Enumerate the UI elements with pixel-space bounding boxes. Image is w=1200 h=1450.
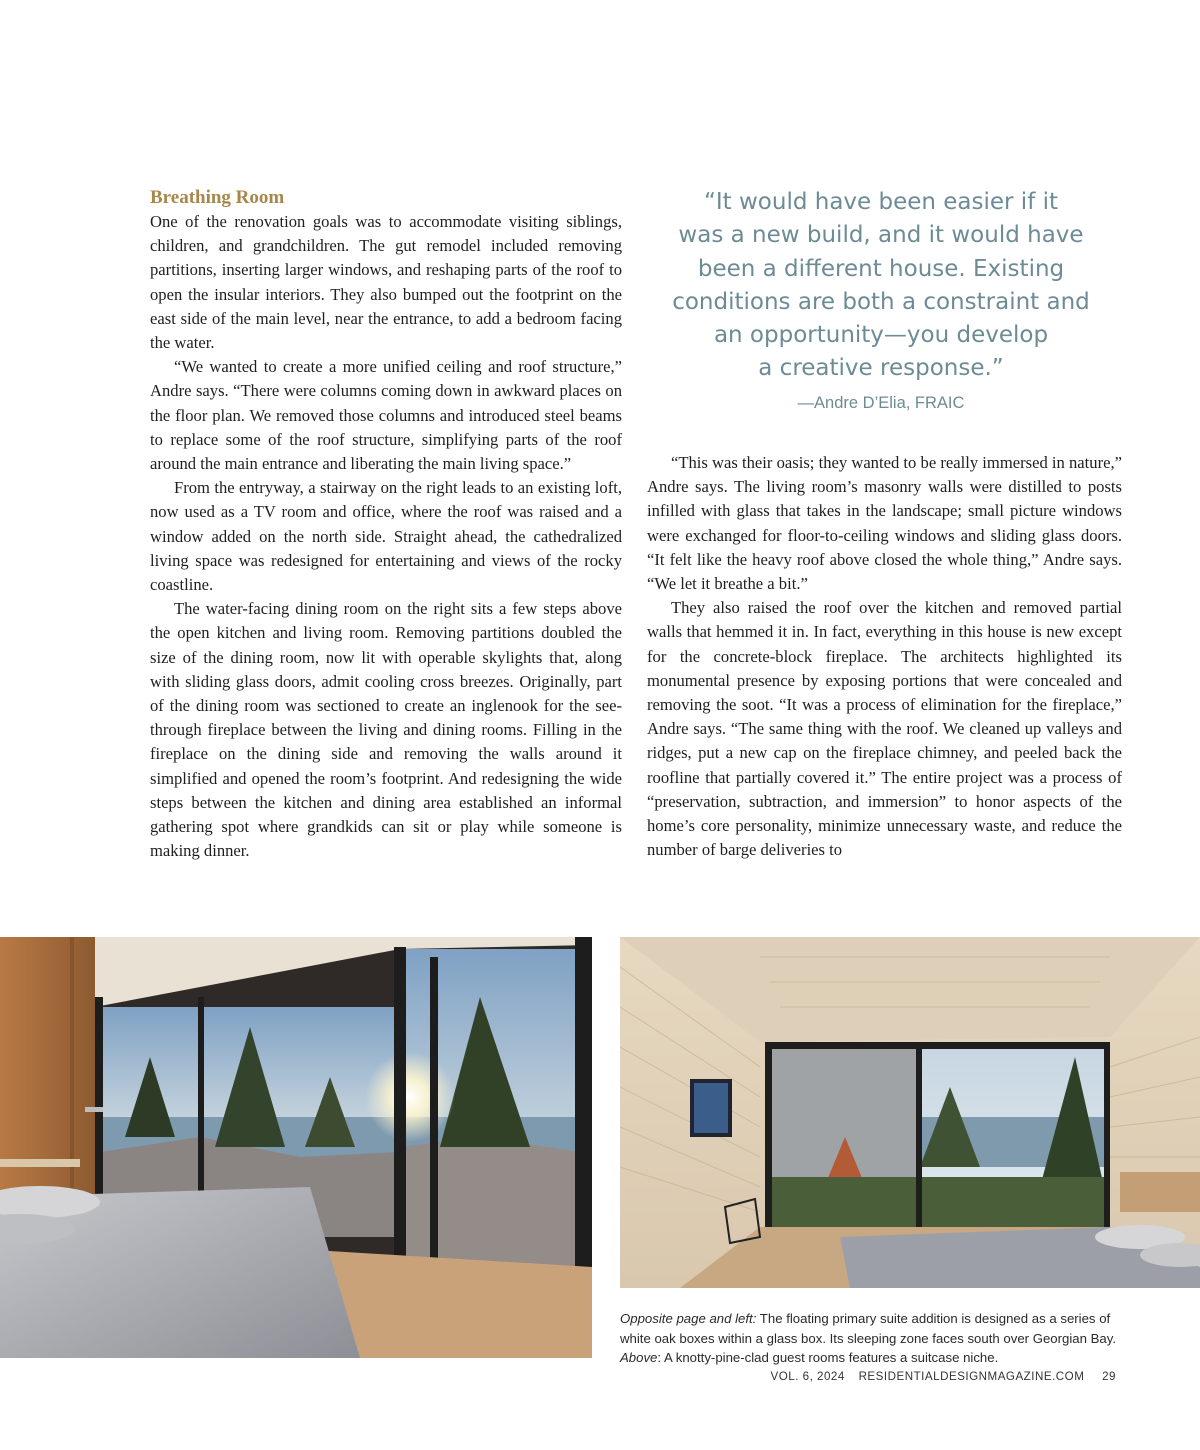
caption-text-1: The floating primary suite addition is designed as a series of white oak boxes within a glass box. Its sleeping zone faces south over Georgian Bay.: [620, 1311, 1117, 1346]
right-paragraph-2: They also raised the roof over the kitchen and removed partial walls that hemmed it in. In fact, everything in this house is new except for the concrete-block fireplace. The architects highlighted its monumental presence by exposing portions that were concealed and removing the soot. “It was a process of elimination for the fireplace,” Andre says. “The same thing with the roof. We cleaned up valleys and ridges, put a new cap on the fireplace chimney, and peeled back the roofline that partially covered it.” The entire project was a process of “preservation, subtraction, and immersion” to honor aspects of the home’s core personality, minimize unnecessary waste, and reduce the number of barge deliveries to: [647, 598, 1122, 860]
left-paragraph-1: One of the renovation goals was to accommodate visiting siblings, children, and grandchildren. The gut remodel included removing partitions, inserting larger windows, and reshaping parts of the roof to open the insular interiors. They also bumped out the footprint on the east side of the main level, near the entrance, to add a bedroom facing the water.: [150, 212, 622, 353]
page-number: 29: [1102, 1370, 1116, 1383]
primary-suite-photo: [0, 937, 592, 1358]
left-column: [150, 186, 622, 863]
photo-caption: [620, 1309, 1120, 1368]
page-footer: [761, 1370, 1117, 1383]
caption-lead-2: Above: [620, 1350, 658, 1365]
right-column: [647, 451, 1122, 862]
left-body-text: [150, 210, 622, 863]
pull-quote-line: a creative response.”: [758, 355, 1004, 382]
right-body-text: [647, 451, 1122, 862]
left-paragraph-2: “We wanted to create a more unified ceiling and roof structure,” Andre says. “There were columns coming down in awkward places on the floor plan. We removed those columns and introduced steel beams to replace some of the roof structure, simplifying parts of the roof around the main entrance and liberating the main living space.”: [150, 357, 622, 474]
pull-quote-attribution: —Andre D’Elia, FRAIC: [797, 393, 965, 412]
left-paragraph-3: From the entryway, a stairway on the right leads to an existing loft, now used as a TV room and office, where the roof was raised and a window added on the north side. Straight ahead, the cathedralized living space was redesigned for entertaining and views of the rocky coastline.: [150, 478, 622, 595]
pull-quote: [660, 186, 1102, 416]
caption-lead-1: Opposite page and left:: [620, 1311, 757, 1326]
pull-quote-line: was a new build, and it would have: [678, 222, 1084, 249]
pull-quote-line: been a different house. Existing: [697, 255, 1065, 282]
pull-quote-line: an opportunity—you develop: [713, 322, 1049, 349]
right-paragraph-1: “This was their oasis; they wanted to be really immersed in nature,” Andre says. The living room’s masonry walls were distilled to posts infilled with glass that takes in the landscape; small picture windows were exchanged for floor-to-ceiling windows and sliding glass doors. “It felt like the heavy roof above closed the whole thing,” Andre says. “We let it breathe a bit.”: [647, 453, 1122, 594]
pull-quote-line: “It would have been easier if it: [703, 189, 1059, 215]
section-heading: Breathing Room: [150, 187, 285, 208]
footer-site: RESIDENTIALDESIGNMAGAZINE.COM: [858, 1370, 1085, 1383]
pull-quote-line: conditions are both a constraint and: [672, 288, 1090, 315]
caption-text-2: : A knotty-pine-clad guest rooms features a suitcase niche.: [657, 1350, 999, 1365]
left-paragraph-4: The water-facing dining room on the right sits a few steps above the open kitchen and living room. Removing partitions doubled the size of the dining room, now lit with operable skylights that, along with sliding glass doors, admit cooling cross breezes. Originally, part of the dining room was sectioned to create an inglenook for the see-through fireplace between the living and dining rooms. Filling in the fireplace on the dining side and removing the walls around it simplified and opened the room’s footprint. And redesigning the wide steps between the kitchen and dining area established an informal gathering spot where grandkids can sit or play while someone is making dinner.: [150, 599, 622, 861]
footer-volume: VOL. 6, 2024: [770, 1370, 845, 1383]
guest-room-photo: [620, 937, 1200, 1288]
pull-quote-text: [660, 186, 1102, 386]
